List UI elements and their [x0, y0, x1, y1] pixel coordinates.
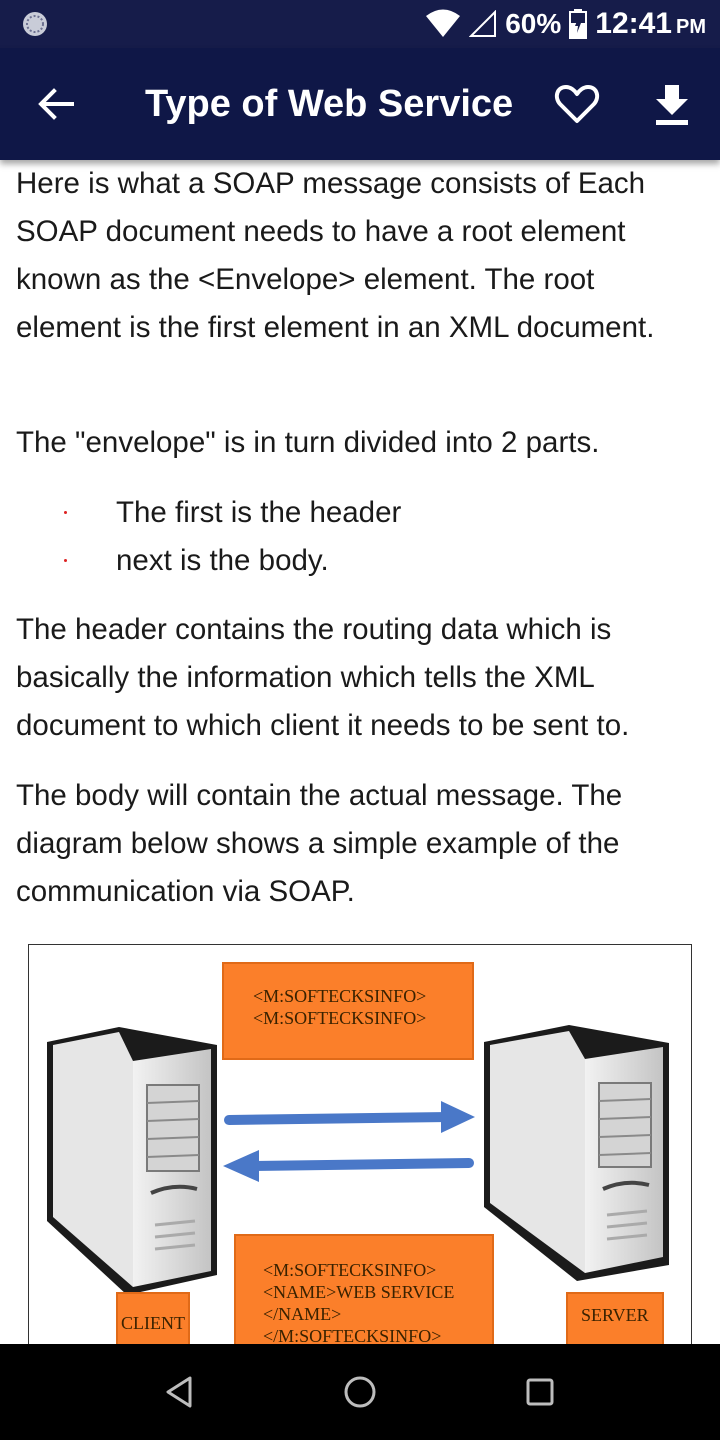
bullet-dot	[64, 511, 67, 514]
download-icon[interactable]	[650, 81, 694, 127]
navigation-bar	[0, 1344, 720, 1440]
response-arrow-icon	[223, 1150, 469, 1182]
top-box-line-1: <M:SOFTECKSINFO>	[253, 986, 427, 1006]
server-computer-icon	[484, 1025, 669, 1281]
bottom-box-line-3: </NAME>	[263, 1304, 342, 1324]
nav-home-icon[interactable]	[336, 1368, 384, 1416]
list-item-text: The first is the header	[116, 496, 402, 529]
heart-icon[interactable]	[554, 81, 600, 127]
client-computer-icon	[47, 1027, 217, 1295]
client-label: CLIENT	[121, 1313, 185, 1333]
status-bar	[0, 0, 720, 48]
paragraph-intro: Here is what a SOAP message consists of Each SOAP document needs to have a root element known as the <Envelope> element. The root element is the first element in an XML document.	[16, 167, 655, 344]
bottom-box-line-1: <M:SOFTECKSINFO>	[263, 1260, 437, 1280]
paragraph-body: The body will contain the actual message. The diagram below shows a simple example of the communication via SOAP.	[16, 779, 623, 908]
list-item-text: next is the body.	[116, 544, 329, 577]
bullet-dot	[64, 559, 67, 562]
nav-recents-icon[interactable]	[516, 1368, 564, 1416]
bullet-list	[0, 489, 720, 585]
sync-icon	[22, 11, 48, 37]
nav-back-icon[interactable]	[156, 1368, 204, 1416]
paragraph-envelope: The "envelope" is in turn divided into 2 parts.	[16, 426, 600, 459]
battery-icon	[569, 9, 587, 39]
clock-time: 12:41	[595, 7, 672, 40]
clock-ampm: PM	[676, 16, 706, 38]
bottom-box-line-2: <NAME>WEB SERVICE	[263, 1282, 455, 1302]
back-arrow-icon[interactable]	[34, 82, 78, 126]
wifi-icon	[425, 9, 461, 39]
bottom-box-line-4: </M:SOFTECKSINFO>	[263, 1326, 442, 1344]
signal-icon	[469, 10, 497, 38]
battery-percent: 60%	[505, 8, 562, 39]
request-arrow-icon	[229, 1101, 475, 1133]
article-content	[0, 160, 720, 1344]
soap-diagram	[28, 944, 692, 1344]
app-bar	[0, 48, 720, 160]
top-box-line-2: <M:SOFTECKSINFO>	[253, 1008, 427, 1028]
page-title: Type of Web Service	[145, 83, 514, 125]
list-item	[0, 489, 720, 537]
list-item	[0, 537, 720, 585]
server-label: SERVER	[581, 1305, 649, 1325]
paragraph-header: The header contains the routing data which is basically the information which tells the XML document to which client it needs to be sent to.	[16, 613, 630, 742]
